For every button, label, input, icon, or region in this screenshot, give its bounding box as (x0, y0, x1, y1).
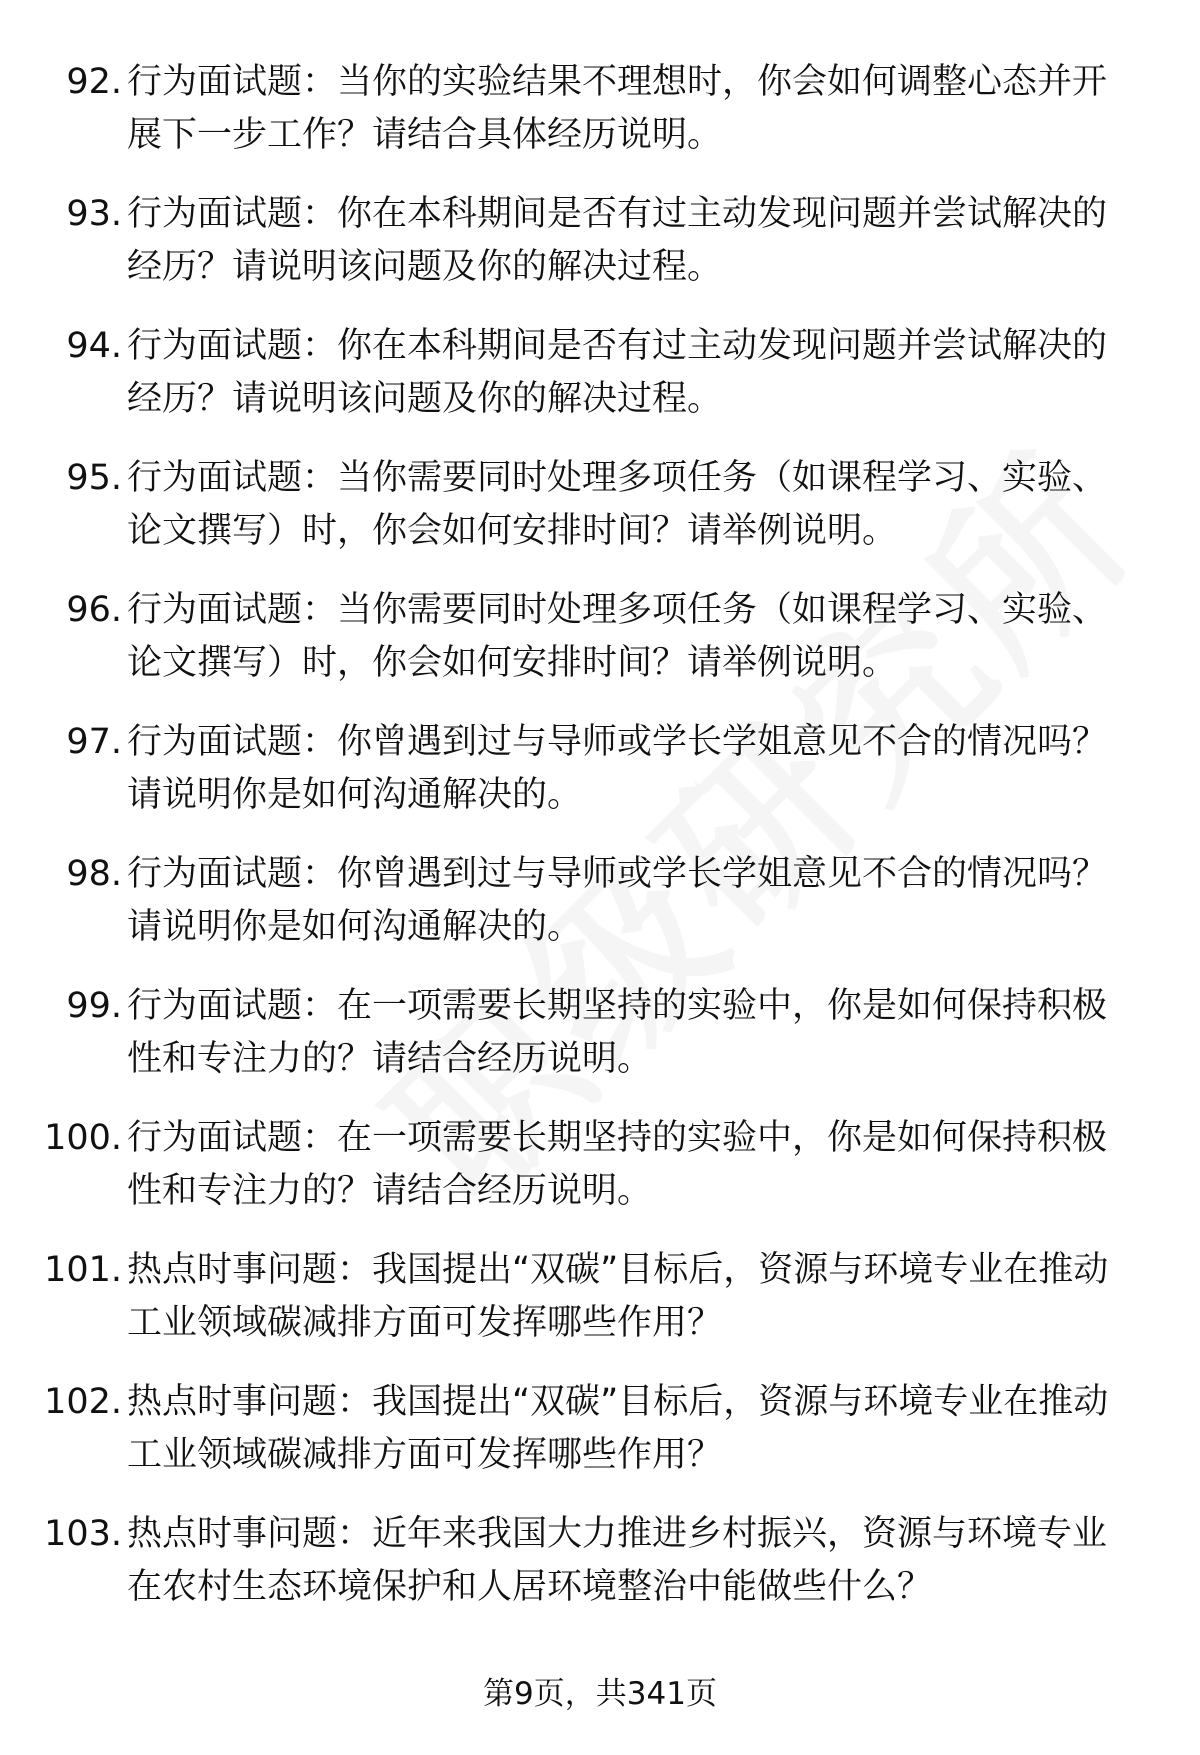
question-text: 行为面试题：当你需要同时处理多项任务（如课程学习、实验、论文撰写）时，你会如何安排时间？请举例说明。 (127, 590, 1108, 683)
question-text: 行为面试题：你在本科期间是否有过主动发现问题并尝试解决的经历？请说明该问题及你的解决过程。 (127, 326, 1108, 419)
question-text: 行为面试题：你曾遇到过与导师或学长学姐意见不合的情况吗？请说明你是如何沟通解决的。 (127, 722, 1108, 815)
question-number: 103. (44, 1514, 122, 1554)
list-item (0, 584, 1200, 716)
question-text: 热点时事问题：我国提出“双碳”目标后，资源与环境专业在推动工业领域碳减排方面可发挥哪些作用？ (127, 1382, 1109, 1475)
list-item (0, 848, 1200, 980)
question-text: 热点时事问题：我国提出“双碳”目标后，资源与环境专业在推动工业领域碳减排方面可发挥哪些作用？ (127, 1250, 1109, 1343)
question-text: 行为面试题：当你需要同时处理多项任务（如课程学习、实验、论文撰写）时，你会如何安排时间？请举例说明。 (127, 458, 1108, 551)
question-number: 95. (66, 458, 122, 498)
question-number: 96. (66, 590, 122, 630)
question-number: 101. (44, 1250, 122, 1290)
list-item (0, 452, 1200, 584)
question-text: 行为面试题：在一项需要长期坚持的实验中，你是如何保持积极性和专注力的？请结合经历说明。 (127, 1118, 1108, 1211)
question-number: 98. (66, 854, 122, 894)
list-item (0, 320, 1200, 452)
question-number: 92. (66, 62, 122, 102)
list-item (0, 1376, 1200, 1508)
list-item (0, 1508, 1200, 1640)
question-text: 行为面试题：当你的实验结果不理想时，你会如何调整心态并开展下一步工作？请结合具体经历说明。 (127, 62, 1108, 155)
list-item (0, 188, 1200, 320)
question-number: 100. (44, 1118, 122, 1158)
question-text: 行为面试题：在一项需要长期坚持的实验中，你是如何保持积极性和专注力的？请结合经历说明。 (127, 986, 1108, 1079)
question-text: 行为面试题：你曾遇到过与导师或学长学姐意见不合的情况吗？请说明你是如何沟通解决的。 (127, 854, 1108, 947)
list-item (0, 1244, 1200, 1376)
question-number: 97. (66, 722, 122, 762)
list-item (0, 716, 1200, 848)
page-footer: 第9页，共341页 (483, 1676, 717, 1712)
question-list (0, 56, 1200, 1640)
question-text: 热点时事问题：近年来我国大力推进乡村振兴，资源与环境专业在农村生态环境保护和人居环境整治中能做些什么？ (127, 1514, 1108, 1607)
question-number: 99. (66, 986, 122, 1026)
question-number: 94. (66, 326, 122, 366)
list-item (0, 980, 1200, 1112)
list-item (0, 56, 1200, 188)
question-number: 93. (66, 194, 122, 234)
list-item (0, 1112, 1200, 1244)
question-text: 行为面试题：你在本科期间是否有过主动发现问题并尝试解决的经历？请说明该问题及你的解决过程。 (127, 194, 1108, 287)
question-number: 102. (44, 1382, 122, 1422)
